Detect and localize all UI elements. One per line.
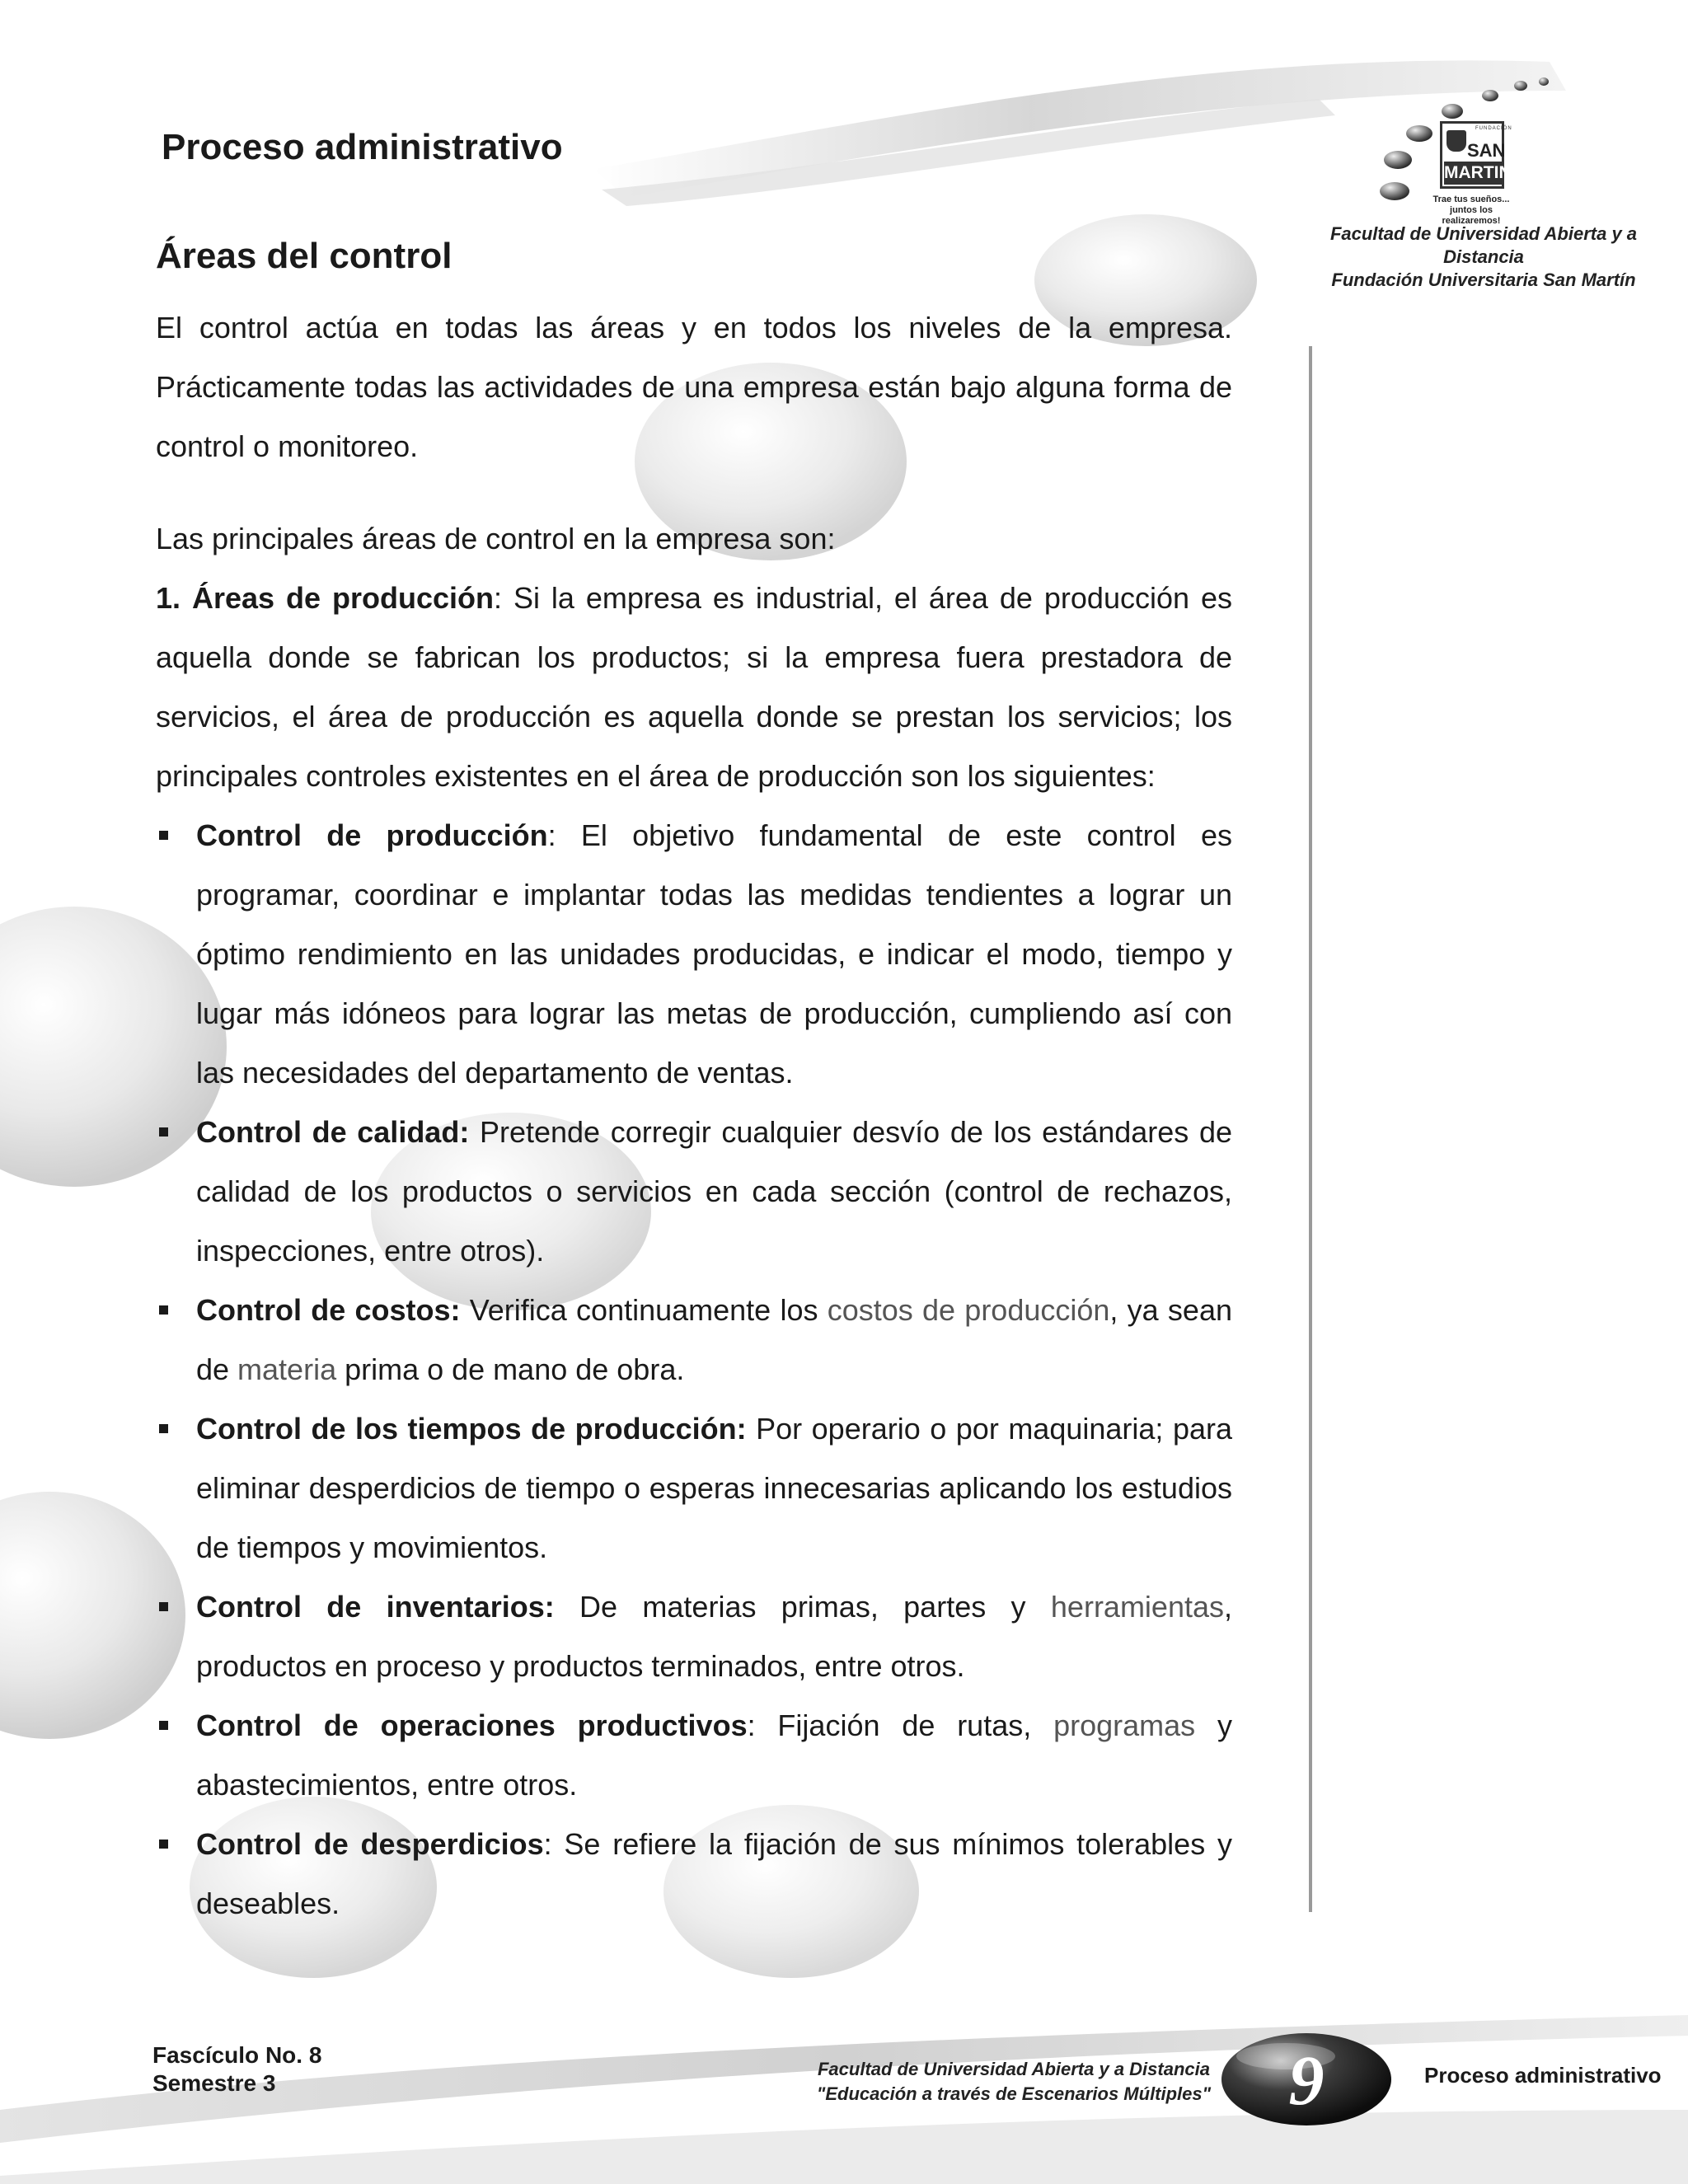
fasciculo-label: Fascículo No. 8 (152, 2042, 322, 2068)
section-title: Áreas del control (156, 236, 452, 276)
lead-paragraph: Las principales áreas de control en la empresa son: (156, 522, 836, 555)
faculty-line-2: Fundación Universitaria San Martín (1331, 269, 1636, 290)
list-item-title: Control de inventarios: (196, 1590, 555, 1624)
footer-course-info (152, 2041, 321, 2097)
list-item-title: Control de los tiempos de producción: (196, 1412, 747, 1446)
logo-tagline-line-2: juntos los realizaremos! (1442, 205, 1501, 226)
page-number: 9 (1288, 2041, 1325, 2120)
header-title: Proceso administrativo (162, 127, 563, 167)
item-1-title: 1. Áreas de producción (156, 581, 494, 615)
footer-faculty-line-2: "Educación a través de Escenarios Múltiples" (816, 2083, 1212, 2104)
list-item-title: Control de producción (196, 818, 548, 852)
semestre-label: Semestre 3 (152, 2070, 276, 2096)
list-item-text: : Se refiere la fijación de sus mínimos tolerables y deseables. (196, 1827, 1232, 1920)
list-item-title: Control de desperdicios (196, 1827, 544, 1861)
shield-icon (1447, 130, 1466, 152)
faculty-line-1: Facultad de Universidad Abierta y a Distancia (1329, 223, 1638, 267)
list-item-text: : Fijación de rutas, (747, 1708, 1054, 1742)
list-item (156, 1815, 1232, 1933)
list-item (156, 1399, 1232, 1577)
list-item-text: De materias primas, partes y (554, 1590, 1051, 1624)
list-item (156, 1103, 1232, 1281)
list-item-title: Control de costos: (196, 1293, 461, 1327)
logo-name-top: SAN (1467, 140, 1506, 161)
footer-title: Proceso administrativo (1424, 2063, 1662, 2088)
programas-link[interactable]: programas (1053, 1708, 1196, 1742)
list-item-title: Control de operaciones productivos (196, 1708, 748, 1742)
list-item-text: , ya sean de (196, 1293, 1232, 1386)
margin-divider (1309, 346, 1312, 1912)
list-item-text: y abastecimientos, entre otros. (196, 1708, 1232, 1802)
intro-paragraph: El control actúa en todas las áreas y en todos los niveles de la empresa. Prácticamente todas las actividades de una empresa están bajo alguna forma de control o monitoreo. (156, 311, 1232, 463)
footer-faculty-line-1: Facultad de Universidad Abierta y a Distancia (817, 2059, 1210, 2079)
list-item-text: : El objetivo fundamental de este control es programar, coordinar e implantar todas las medidas tendientes a lograr un óptimo rendimiento en las unidades producidas, e indicar el modo, tiempo y lugar más idóneos para lograr las metas de producción, cumpliendo así con las necesidades del departamento de ventas. (196, 818, 1232, 1090)
list-item (156, 806, 1232, 1103)
list-item (156, 1696, 1232, 1815)
controls-list (156, 806, 1232, 1933)
main-content (156, 298, 1232, 1933)
faculty-name (1319, 223, 1648, 292)
list-item-text: Pretende corregir cualquier desvío de los estándares de calidad de los productos o servicios en cada sección (control de rechazos, inspecciones, entre otros). (196, 1115, 1232, 1268)
item-1-paragraph (156, 569, 1232, 806)
list-item-text: Por operario o por maquinaria; para eliminar desperdicios de tiempo o esperas innecesarias aplicando los estudios de tiempos y movimientos. (196, 1412, 1232, 1564)
university-logo (1372, 78, 1554, 202)
list-item-title: Control de calidad: (196, 1115, 470, 1149)
logo-name-bottom: MARTIN (1444, 162, 1502, 185)
item-1-text: : Si la empresa es industrial, el área de producción es aquella donde se fabrican los productos; si la empresa fuera prestadora de servicios, el área de producción es aquella donde se prestan los servicios; los principales controles existentes en el área de producción son los siguientes: (156, 581, 1232, 793)
list-item (156, 1577, 1232, 1696)
logo-fundacion-text: FUNDACIÓN (1475, 126, 1512, 131)
list-item-text: Verifica continuamente los (460, 1293, 828, 1327)
list-item (156, 1281, 1232, 1399)
logo-badge (1440, 121, 1512, 189)
list-item-text: prima o de mano de obra. (336, 1352, 685, 1386)
footer-faculty (808, 2057, 1220, 2107)
costos-link[interactable]: costos de producción (827, 1293, 1110, 1327)
herramientas-link[interactable]: herramientas (1050, 1590, 1224, 1624)
logo-tagline-line-1: Trae tus sueños... (1432, 194, 1510, 204)
materia-link[interactable]: materia (237, 1352, 337, 1386)
list-item-text: , productos en proceso y productos terminados, entre otros. (196, 1590, 1233, 1683)
